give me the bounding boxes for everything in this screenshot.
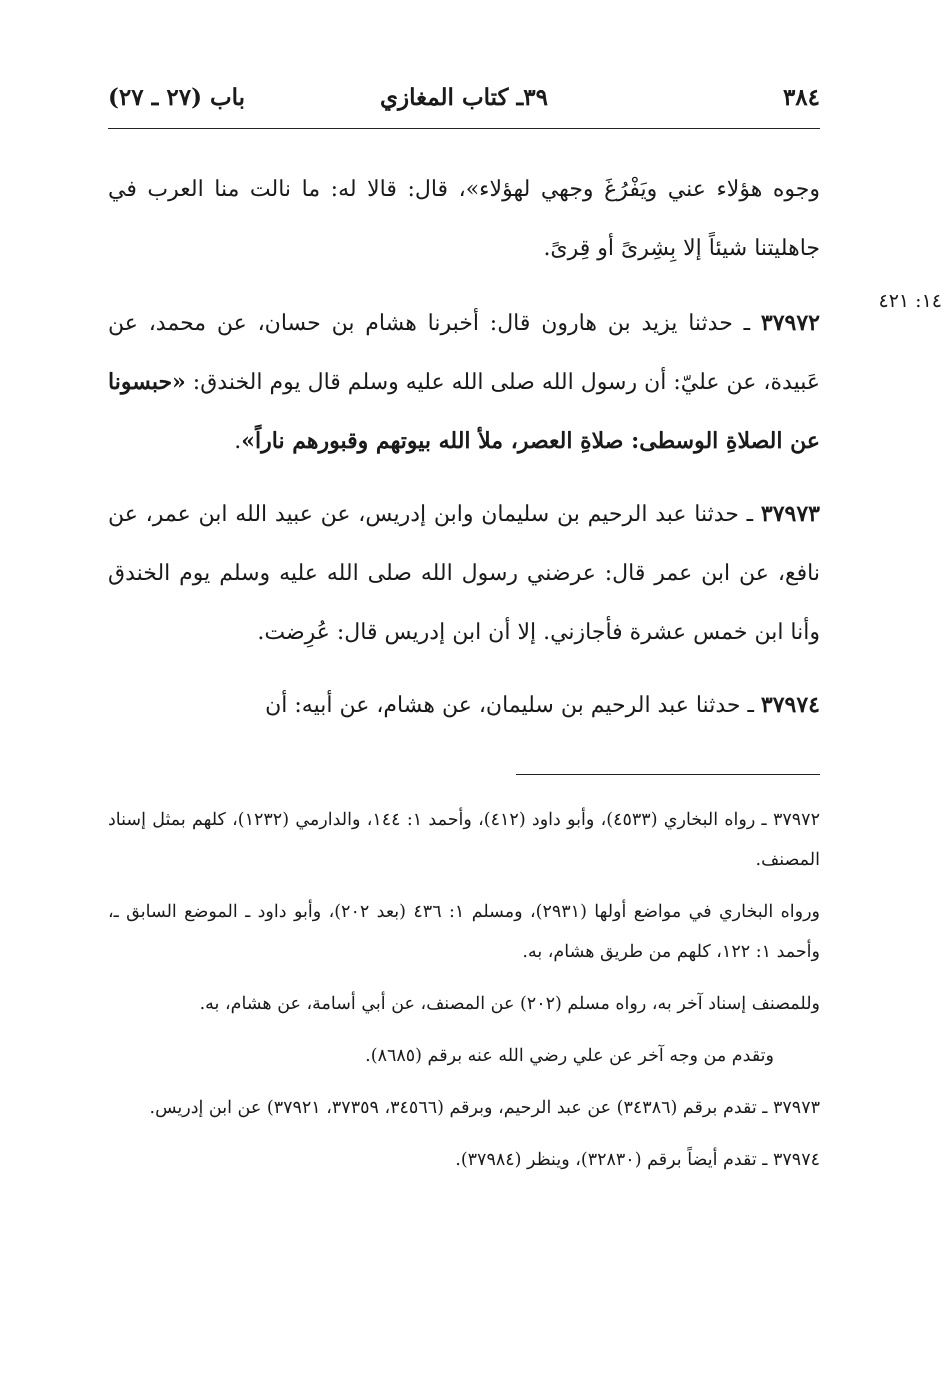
continuation-text: وجوه هؤلاء عني ويَفْرُغَ وجهي لهؤلاء»، قال: قالا له: ما نالت منا العرب في جاهليتنا شيئاً إلا بِشِرىً أو قِرىً. <box>108 177 820 261</box>
hadith-end: . <box>234 429 242 454</box>
main-text <box>108 160 820 749</box>
footnotes <box>108 800 820 1192</box>
hadith-text: ـ حدثنا يزيد بن هارون قال: أخبرنا هشام بن حسان، عن محمد، عن عَبيدة، عن عليّ: أن رسول الله صلى الله عليه وسلم قال يوم الخندق: <box>108 311 820 395</box>
header-rule <box>108 128 820 129</box>
footnote: ورواه البخاري في مواضع أولها (٢٩٣١)، ومسلم ١: ٤٣٦ (بعد ٢٠٢)، وأبو داود ـ الموضع السابق ـ، وأحمد ١: ١٢٢، كلهم من طريق هشام، به. <box>108 902 820 962</box>
hadith-number: ٣٧٩٧٢ <box>760 310 820 336</box>
hadith-37974 <box>108 676 820 735</box>
footnote: ٣٧٩٧٢ ـ رواه البخاري (٤٥٣٣)، وأبو داود (٤١٢)، وأحمد ١: ١٤٤، والدارمي (١٢٣٢)، كلهم بمثل إسناد المصنف. <box>108 810 820 870</box>
book-title: ٣٩ـ كتاب المغازي <box>380 84 548 111</box>
footnote: وللمصنف إسناد آخر به، رواه مسلم (٢٠٢) عن المصنف، عن أبي أسامة، عن هشام، به. <box>199 994 820 1014</box>
margin-reference: ١٤: ٤٢١ <box>878 290 942 312</box>
footnote-rule <box>516 774 820 775</box>
hadith-37973 <box>108 485 820 662</box>
footnote: ٣٧٩٧٤ ـ تقدم أيضاً برقم (٣٢٨٣٠)، وينظر (٣٧٩٨٤). <box>455 1150 820 1170</box>
hadith-quote: «حبسونا عن الصلاةِ الوسطى: صلاةِ العصر، ملأ الله بيوتهم وقبورهم ناراً» <box>108 369 820 454</box>
continuation-paragraph <box>108 160 820 278</box>
hadith-37972 <box>108 294 820 471</box>
chapter-reference: باب (٢٧ ـ ٢٧) <box>108 84 246 111</box>
page-number: ٣٨٤ <box>782 84 820 111</box>
hadith-text: ـ حدثنا عبد الرحيم بن سليمان، عن هشام، عن أبيه: أن <box>265 693 761 718</box>
hadith-text: ـ حدثنا عبد الرحيم بن سليمان وابن إدريس، عن عبيد الله ابن عمر، عن نافع، عن ابن عمر قال: عرضني رسول الله صلى الله عليه وسلم يوم الخندق وأنا ابن خمس عشرة فأجازني. إلا أن ابن إدريس قال: عُرِضت. <box>108 502 820 645</box>
footnote: ٣٧٩٧٣ ـ تقدم برقم (٣٤٣٨٦) عن عبد الرحيم، وبرقم (٣٤٥٦٦، ٣٧٣٥٩، ٣٧٩٢١) عن ابن إدريس. <box>149 1098 820 1118</box>
page-header <box>108 80 820 120</box>
hadith-number: ٣٧٩٧٣ <box>760 501 820 527</box>
footnote: وتقدم من وجه آخر عن علي رضي الله عنه برقم (٨٦٨٥). <box>365 1046 774 1066</box>
hadith-number: ٣٧٩٧٤ <box>760 692 820 718</box>
